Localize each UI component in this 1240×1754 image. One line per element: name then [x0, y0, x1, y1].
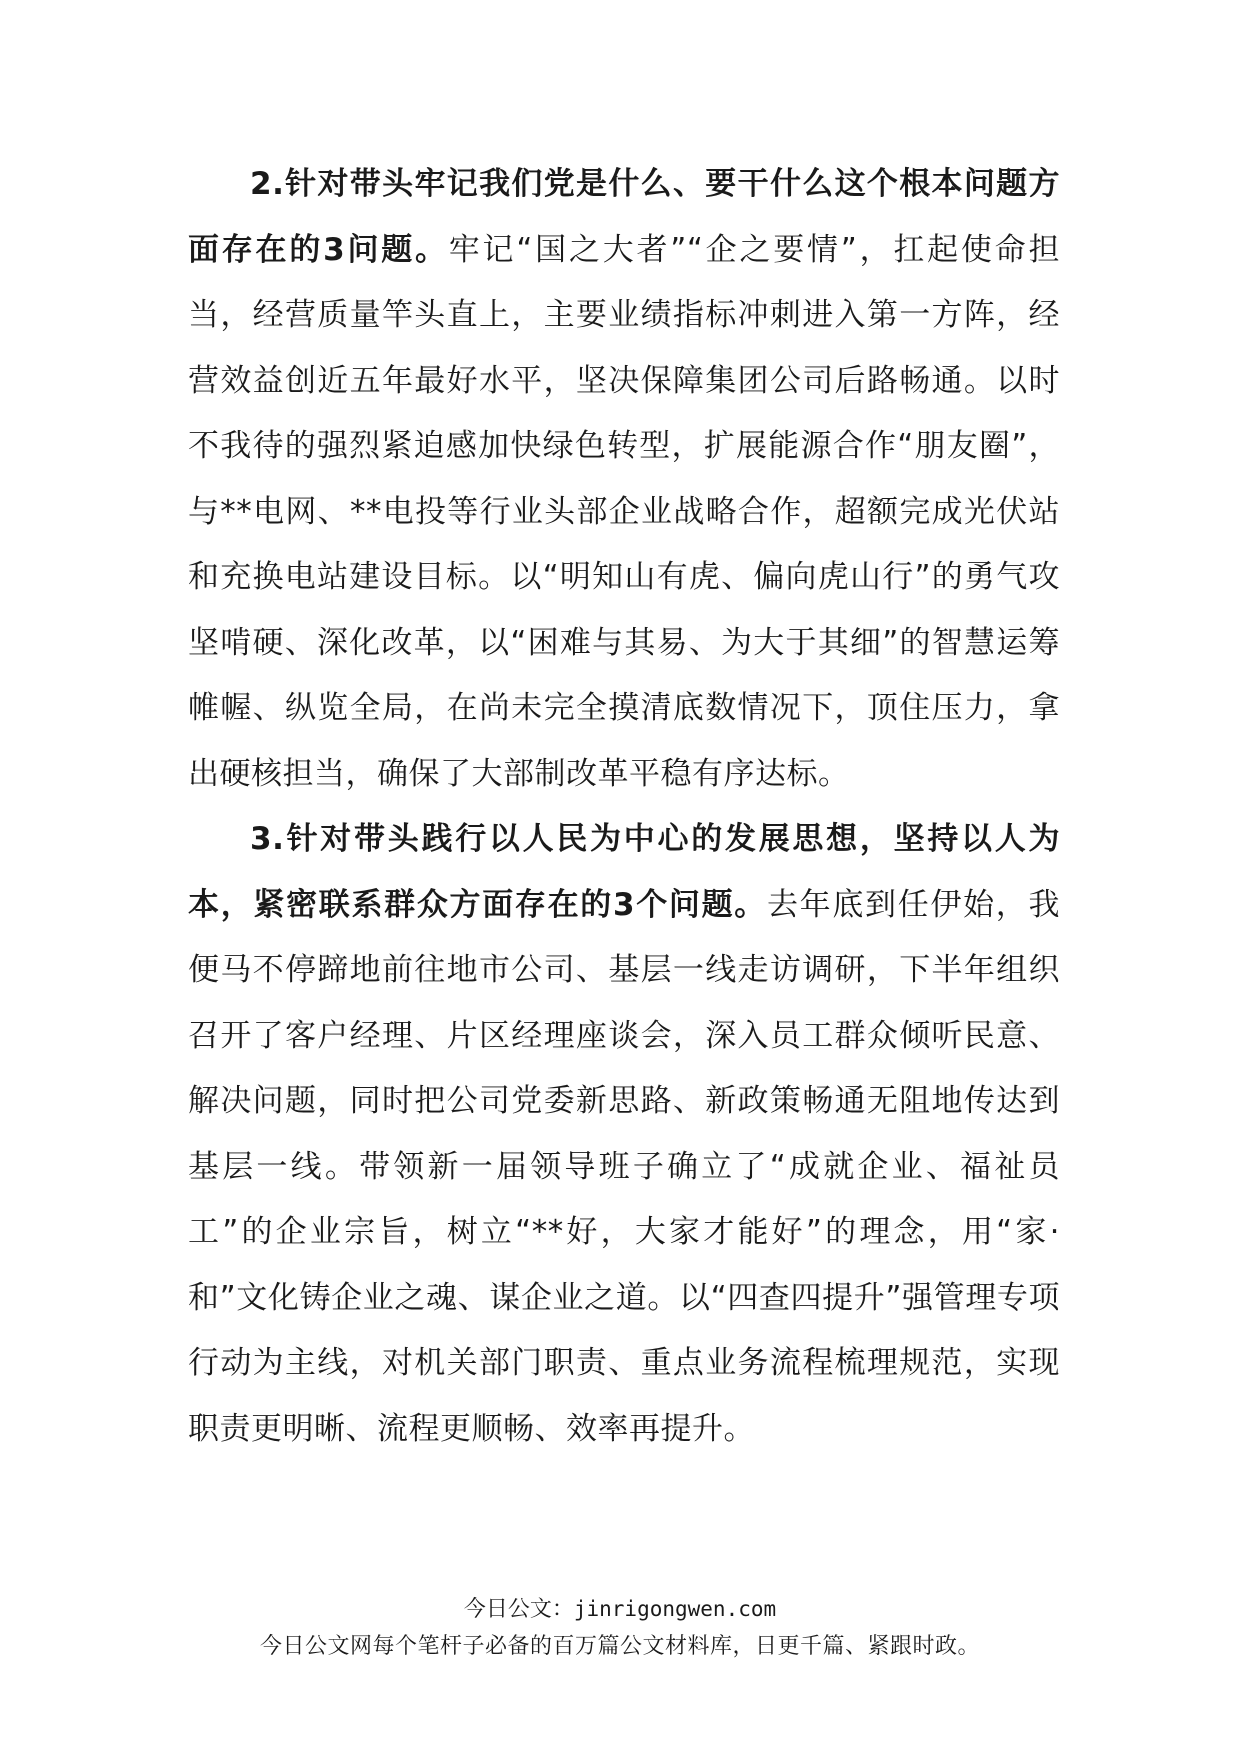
- footer-site-line: [0, 1594, 1240, 1625]
- document-body: [188, 152, 1060, 1462]
- paragraph-2: [188, 152, 1060, 807]
- footer-site-url[interactable]: jinrigongwen.com: [573, 1597, 777, 1621]
- paragraph-2-heading: 2.针对带头牢记我们党是什么、要干什么这个根本问题方面存在的3问题。: [188, 166, 1060, 268]
- footer-slogan: 今日公文网每个笔杆子必备的百万篇公文材料库，日更千篇、紧跟时政。: [259, 1634, 980, 1659]
- paragraph-3: [188, 807, 1060, 1462]
- footer-site-label: 今日公文：: [463, 1597, 574, 1622]
- paragraph-3-body: 去年底到任伊始，我便马不停蹄地前往地市公司、基层一线走访调研，下半年组织召开了客户经理、片区经理座谈会，深入员工群众倾听民意、解决问题，同时把公司党委新思路、新政策畅通无阻地传达到基层一线。带领新一届领导班子确立了“成就企业、福祉员工”的企业宗旨，树立“**好，大家才能好”的理念，用“家·和”文化铸企业之魂、谋企业之道。以“四查四提升”强管理专项行动为主线，对机关部门职责、重点业务流程梳理规范，实现职责更明晰、流程更顺畅、效率再提升。: [188, 886, 1060, 1447]
- paragraph-2-body: 牢记“国之大者”“企之要情”，扛起使命担当，经营质量竿头直上，主要业绩指标冲刺进入第一方阵，经营效益创近五年最好水平，坚决保障集团公司后路畅通。以时不我待的强烈紧迫感加快绿色转型，扩展能源合作“朋友圈”，与**电网、**电投等行业头部企业战略合作，超额完成光伏站和充换电站建设目标。以“明知山有虎、偏向虎山行”的勇气攻坚啃硬、深化改革，以“困难与其易、为大于其细”的智慧运筹帷幄、纵览全局，在尚未完全摸清底数情况下，顶住压力，拿出硬核担当，确保了大部制改革平稳有序达标。: [188, 231, 1060, 792]
- paragraph-3-heading: 3.针对带头践行以人民为中心的发展思想，坚持以人为本，紧密联系群众方面存在的3个问题。: [188, 821, 1060, 923]
